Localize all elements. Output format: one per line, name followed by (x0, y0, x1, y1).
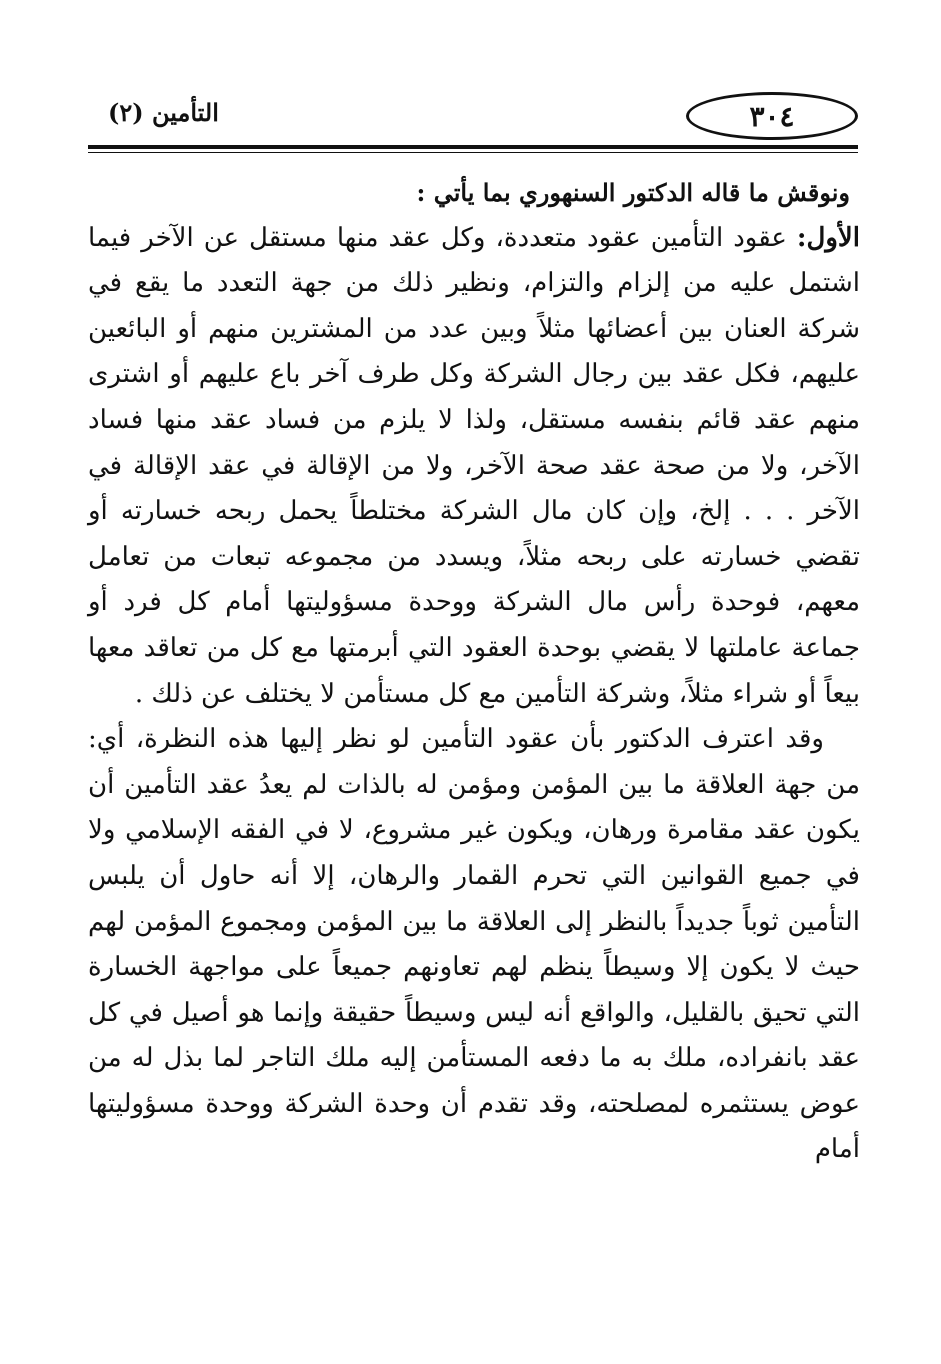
page-body (88, 170, 860, 1173)
first-label: الأول: (796, 222, 860, 253)
paragraph-second: وقد اعترف الدكتور بأن عقود التأمين لو نظر إليها هذه النظرة، أي: من جهة العلاقة ما بين المؤمن ومؤمن له بالذات لم يعدُ عقد التأمين أن يكون عقد مقامرة ورهان، ويكون غير مشروع، لا في الفقه الإسلامي ولا في جميع القوانين التي تحرم القمار والرهان، إلا أنه حاول أن يلبس التأمين ثوباً جديداً بالنظر إلى العلاقة ما بين المؤمن ومجموع المؤمن لهم حيث لا يكون إلا وسيطاً ينظم لهم تعاونهم جميعاً على مواجهة الخسارة التي تحيق بالقليل، والواقع أنه ليس وسيطاً حقيقة وإنما هو أصيل في كل عقد بانفراده، ملك به ما دفعه المستأمن إليه ملك التاجر لما بذل له من عوض يستثمره لمصلحته، وقد تقدم أن وحدة الشركة ووحدة مسؤوليتها أمام (88, 724, 860, 1165)
page-number: ٣٠٤ (686, 92, 858, 140)
intro-line: ونوقش ما قاله الدكتور السنهوري بما يأتي : (416, 178, 850, 207)
paragraph-first-text: عقود التأمين عقود متعددة، وكل عقد منها مستقل عن الآخر فيما اشتمل عليه من إلزام والتزام، ونظير ذلك من جهة التعدد ما يقع في شركة العنان بين أعضائها مثلاً وبين عدد من المشترين منهم أو البائعين عليهم، فكل عقد بين رجال الشركة وكل طرف آخر باع عليهم أو اشترى منهم عقد قائم بنفسه مستقل، ولذا لا يلزم من فساد عقد منها فساد الآخر، ولا من صحة عقد صحة الآخر، ولا من الإقالة في عقد الإقالة في الآخر . . . إلخ، وإن كان مال الشركة مختلطاً يحمل ربحه خسارته أو تقضي خسارته على ربحه مثلاً، ويسدد من مجموعه تبعات من تعامل معهم، فوحدة رأس مال الشركة ووحدة مسؤوليتها أمام كل فرد أو جماعة عاملتها لا يقضي بوحدة العقود التي أبرمتها مع كل من تعاقد معها بيعاً أو شراء مثلاً، وشركة التأمين مع كل مستأمن لا يختلف عن ذلك . (88, 222, 860, 709)
page-header (88, 92, 858, 150)
running-title: التأمين (٢) (108, 98, 219, 127)
header-rule-thin (88, 152, 858, 153)
header-rule-thick (88, 145, 858, 149)
paragraph-first (88, 216, 860, 718)
